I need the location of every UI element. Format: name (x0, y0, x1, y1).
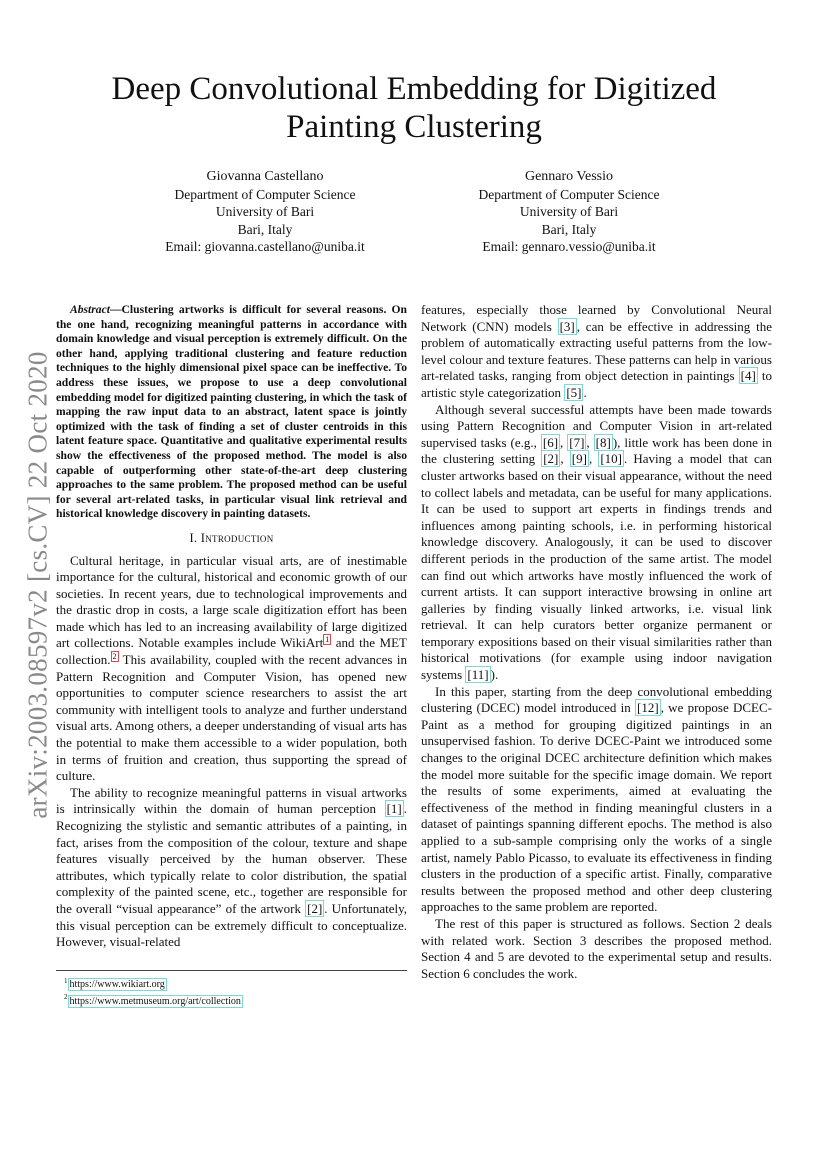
paragraph-text: The ability to recognize meaningful patterns in visual artworks is intrinsically within the domain of human perception (56, 784, 407, 817)
paragraph-text: . (583, 384, 587, 400)
paragraph-text: . Having a model that can cluster artworks based on their visual appearance, without the need to collect labels and metadata, can be useful for many applications. It can be used to support art experts in findings trends and influences among painting schools, i.e. in performing historical knowledge discovery. Analogously, it can be used to discover different periods in the production of the same artist. The model can find out which artworks have mostly influenced the work of current artists. It can support interactive browsing in online art galleries by finding visually linked artworks, i.e. visual link retrieval. It can help curators better organize permanent or temporary expositions based on their visual similarities rather than historical motivations (for example using indoor navigation systems (421, 451, 773, 683)
intro-paragraph-6: The rest of this paper is structured as follows. Section 2 deals with related work. Section 3 describes the proposed method. Section 4 and 5 are devoted to the experimental setup and results. Section 6 concludes the work. (421, 915, 772, 981)
author-block-2 (419, 168, 719, 256)
citation-link[interactable]: [12] (637, 700, 659, 716)
paragraph-text: , (560, 434, 568, 450)
author-email: Email: gennaro.vessio@uniba.it (482, 239, 656, 254)
citation-link[interactable]: [9] (571, 451, 587, 467)
section-heading-introduction: I. Introduction (189, 530, 274, 545)
footnote-2 (56, 991, 407, 1007)
citation-link[interactable]: [6] (542, 434, 559, 450)
paragraph-text: , (588, 451, 599, 467)
footnote-number: 1 (64, 977, 68, 985)
author-email: Email: giovanna.castellano@uniba.it (165, 239, 365, 254)
intro-paragraph-3 (421, 302, 772, 402)
citation-link[interactable]: [4] (740, 368, 756, 384)
paragraph-text: This availability, coupled with the recent advances in Pattern Recognition and Computer Vision, has opened new opportunities to computer science researchers to assist the art community with intelligent tools to analyze and further understand visual arts. Among others, a deeper understanding of visual arts has the potential to make them accessible to a wider population, both in terms of fruition and creation, thus supporting the spread of culture. (56, 652, 407, 784)
author-location: Bari, Italy (237, 221, 293, 237)
footnote-ref-1[interactable]: 1 (325, 635, 330, 645)
arxiv-identifier-stamp: arXiv:2003.08597v2 [cs.CV] 22 Oct 2020 (22, 351, 53, 819)
left-column (56, 303, 407, 951)
footnote-number: 2 (64, 993, 68, 1002)
author-department: Department of Computer Science (478, 186, 660, 202)
citation-link[interactable]: [5] (566, 384, 582, 400)
paragraph-text: , (586, 434, 594, 450)
citation-link[interactable]: [2] (543, 451, 559, 467)
author-location: Bari, Italy (541, 221, 597, 237)
paragraph-text: Although several successful attempts have been made towards using Pattern Recognition and Computer Vision in art-related supervised tasks (e.g., (421, 401, 772, 450)
citation-link[interactable]: [1] (386, 801, 402, 817)
paragraph-text: In this paper, starting from the deep convolutional embedding clustering (DCEC) model introduced in (421, 683, 772, 716)
paragraph-text: Cultural heritage, in particular visual arts, are of inestimable importance for the cultural, historical and economic growth of our societies. In recent years, due to technological improvements and the drastic drop in costs, a large scale digitization effort has been made which has led to an increasing availability of large digitized art collections. Notable examples include WikiArt (56, 552, 407, 651)
author-name: Giovanna Castellano (206, 169, 324, 184)
paragraph-text: , we propose DCEC-Paint as a method for grouping digitized paintings in an unsupervised fashion. To derive DCEC-Paint we introduced some changes to the original DCEC architecture definition which makes the model more suitable for the specific image domain. We report the results of some experiments, aimed at evaluating the effectiveness of the method in finding meaningful clusters in a dataset of paintings spanning different epochs. The method is also applied to a sub-sample comprising only the works of a single artist, namely Pablo Picasso, to evaluate its effectiveness in finding clusters in the production of a specific artist. Finally, comparative results between the proposed method and other deep clustering approaches to the same problem are reported. (421, 700, 772, 915)
citation-link[interactable]: [2] (307, 900, 323, 916)
footnote-link[interactable]: https://www.wikiart.org (69, 979, 165, 991)
paragraph-text: and the MET collection. (56, 635, 408, 668)
footnote-link[interactable]: https://www.metmuseum.org/art/collection (69, 995, 241, 1007)
citation-link[interactable]: [8] (595, 434, 611, 450)
paragraph-text: , can be effective in addressing the problem of automatically extracting useful patterns from the low-level colour and texture features. These patterns can help in various art-related tasks, ranging from object detection in paintings (421, 318, 772, 384)
intro-paragraph-4 (421, 402, 772, 684)
paragraph-text: ). (490, 667, 499, 683)
author-department: Department of Computer Science (174, 186, 356, 202)
footnote-1 (56, 975, 407, 991)
paragraph-text: features, especially those learned by Convolutional Neural Network (CNN) models (421, 302, 772, 334)
paragraph-text: . Recognizing the stylistic and semantic attributes of a painting, in fact, arises from the composition of the colour, texture and shape features visually perceived by the human observer. These attributes, which typically relate to color distribution, the spatial complexity of the painted scene, etc., together are responsible for the overall “visual appearance” of the artwork (56, 801, 407, 916)
author-name: Gennaro Vessio (524, 169, 613, 184)
abstract-label: Abstract (70, 303, 110, 316)
citation-link[interactable]: [10] (600, 451, 623, 467)
intro-paragraph-2 (56, 785, 407, 951)
right-column (421, 302, 772, 982)
paragraph-text: , (560, 451, 570, 467)
abstract-text: —Clustering artworks is difficult for several reasons. On the one hand, recognizing meaningful patterns in accordance with domain knowledge and visual perception is extremely difficult. On the other hand, applying traditional clustering and feature reduction techniques to the highly dimensional pixel space can be ineffective. To address these issues, we propose to use a deep convolutional embedding model for digitized painting clustering, in which the task of mapping the raw input data to an abstract, latent space is jointly optimized with the task of finding a set of cluster centroids in this latent feature space. Quantitative and qualitative experimental results show the effectiveness of the proposed method. The model is also capable of outperforming other state-of-the-art deep clustering approaches to the same problem. The proposed method can be useful for several art-related tasks, in particular visual link retrieval and historical knowledge discovery in painting datasets. (56, 303, 407, 521)
author-university: University of Bari (519, 204, 619, 219)
citation-link[interactable]: [11] (467, 667, 489, 683)
paragraph-text: ), little work has been done in the clustering setting (421, 434, 772, 467)
intro-paragraph-1 (56, 553, 407, 785)
footnote-ref-2[interactable]: 2 (112, 651, 117, 661)
paragraph-text: . Unfortunately, this visual perception can be extremely difficult to conceptualize. However, visual-related (56, 900, 408, 950)
intro-paragraph-5 (421, 684, 772, 916)
paper-title: Deep Convolutional Embedding for Digitized Painting Clustering (111, 71, 717, 145)
author-block-1 (115, 168, 415, 256)
footnotes (56, 970, 407, 1008)
citation-link[interactable]: [7] (569, 434, 585, 450)
citation-link[interactable]: [3] (559, 318, 575, 334)
abstract (56, 303, 407, 522)
author-university: University of Bari (215, 204, 315, 219)
paragraph-text: to artistic style categorization (421, 368, 772, 400)
